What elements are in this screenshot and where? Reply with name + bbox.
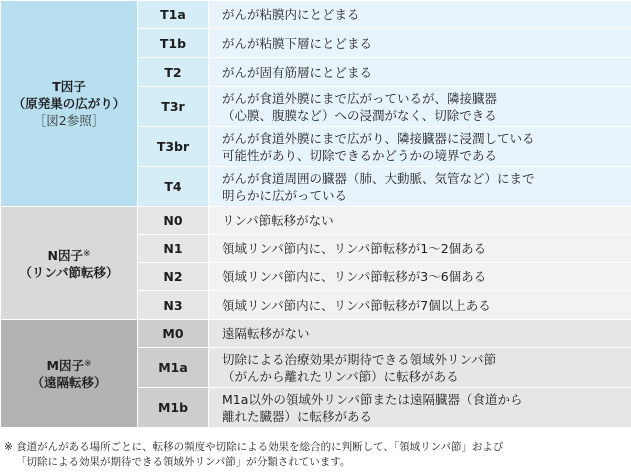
stage-code: T2 (138, 58, 209, 87)
stage-code: N1 (138, 235, 209, 263)
stage-description: がんが食道外膜にまで広がっているが、隣接臓器 （心膜、腹膜など）への浸潤がなく、切除できる (209, 87, 631, 127)
n-factor-note-mark: ※ (82, 248, 91, 259)
stage-code: N0 (138, 207, 209, 235)
stage-code: T3r (138, 87, 209, 127)
t-factor-title: T因子 (52, 79, 86, 94)
m-factor-group-cell (1, 320, 138, 428)
t-factor-subtitle: （原発巣の広がり） (12, 96, 126, 111)
footnote-line-2: 「切除による効果が期待できる領域外リンパ節」が分類されています。 (16, 456, 351, 468)
stage-description: M1a以外の領域外リンパ節または遠隔臓器（食道から 離れた臓器）に転移がある (209, 388, 631, 428)
m-factor-subtitle: （遠隔転移） (31, 375, 107, 390)
stage-code: T4 (138, 167, 209, 207)
stage-code: N3 (138, 291, 209, 320)
n-factor-title: N因子 (47, 247, 83, 263)
stage-description: 領域リンパ節内に、リンパ節転移が1～2個ある (209, 235, 631, 263)
m-factor-note-mark: ※ (83, 359, 92, 369)
stage-description: 遠隔転移がない (209, 320, 631, 348)
stage-description: 領域リンパ節内に、リンパ節転移が3～6個ある (209, 263, 631, 291)
stage-description: 領域リンパ節内に、リンパ節転移が7個以上ある (209, 291, 631, 320)
stage-description: がんが粘膜下層にとどまる (209, 29, 631, 58)
stage-code: T1a (138, 1, 209, 29)
table-row (1, 1, 631, 29)
footnote-line-1: ※ 食道がんがある場所ごとに、転移の頻度や切除による効果を総合的に判断して、「領域リンパ節」および (4, 441, 504, 453)
stage-description: がんが食道周囲の臓器（肺、大動脈、気管など）にまで 明らかに広がっている (209, 167, 631, 207)
stage-code: N2 (138, 263, 209, 291)
table-row (1, 207, 631, 235)
stage-description: リンパ節転移がない (209, 207, 631, 235)
stage-code: T3br (138, 127, 209, 167)
stage-description: がんが固有筋層にとどまる (209, 58, 631, 87)
stage-description: 切除による治療効果が期待できる領域外リンパ節 （がんから離れたリンパ節）に転移がある (209, 348, 631, 388)
footnote (4, 440, 629, 470)
stage-code: T1b (138, 29, 209, 58)
n-factor-subtitle: （リンパ節転移） (19, 264, 119, 280)
stage-code: M0 (138, 320, 209, 348)
stage-description: がんが食道外膜にまで広がり、隣接臓器に浸潤している 可能性があり、切除できるかどうかの境界である (209, 127, 631, 167)
stage-code: M1b (138, 388, 209, 428)
m-factor-title: M因子 (46, 358, 84, 373)
n-factor-group-cell (1, 207, 138, 320)
stage-code: M1a (138, 348, 209, 388)
table-row (1, 320, 631, 348)
t-factor-figure-ref: ［図2参照］ (33, 113, 105, 128)
stage-description: がんが粘膜内にとどまる (209, 1, 631, 29)
t-factor-group-cell (1, 1, 138, 207)
